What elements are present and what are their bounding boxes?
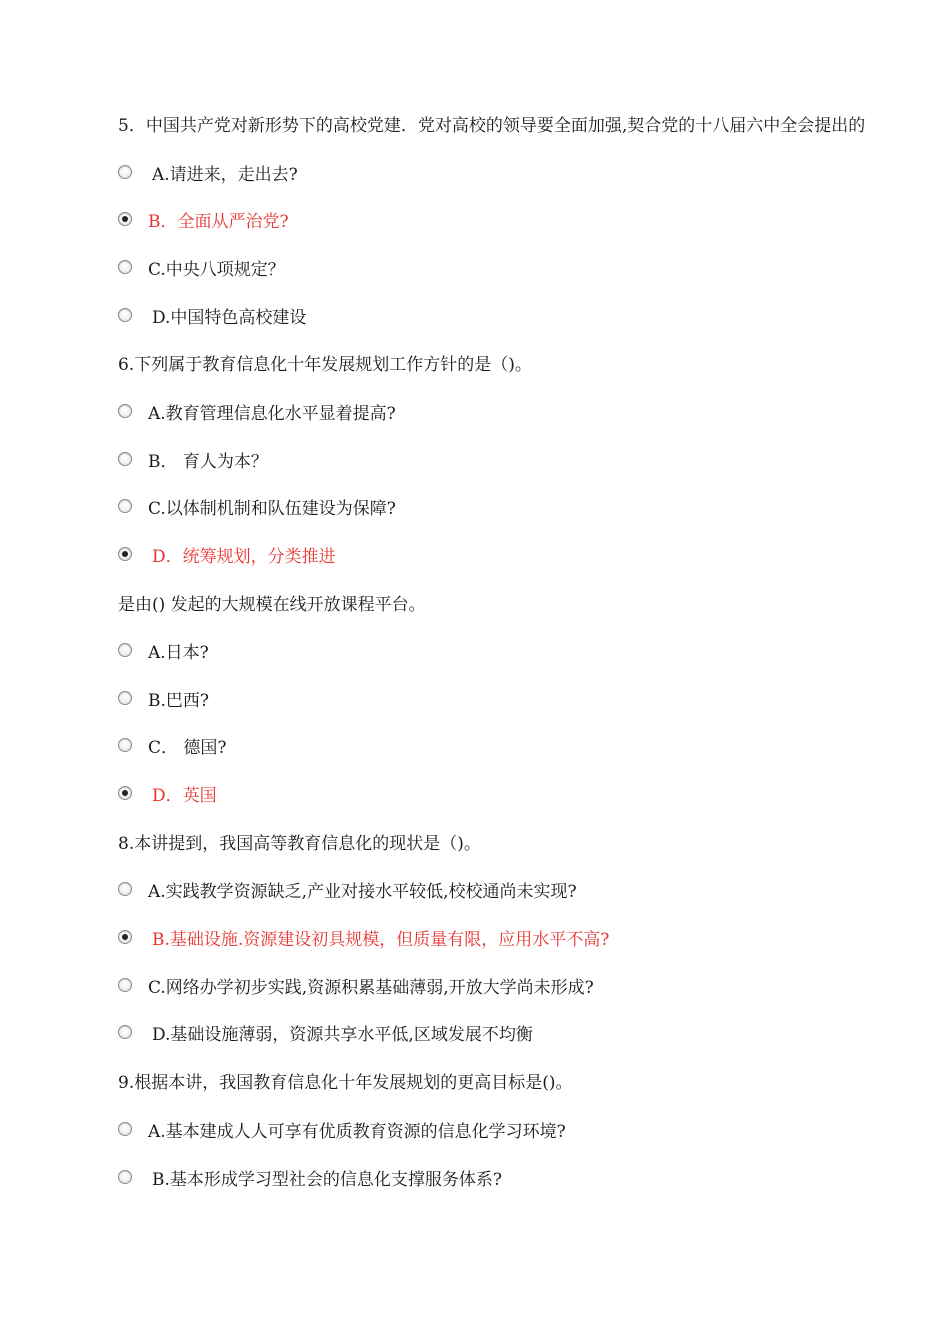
option-label: C.网络办学初步实践,资源积累基础薄弱,开放大学尚未形成? <box>148 978 594 998</box>
option-label: C.以体制机制和队伍建设为保障? <box>148 499 396 519</box>
question-9-text: 9.根据本讲，我国教育信息化十年发展规划的更高目标是()。 <box>118 1073 573 1093</box>
radio-button-icon[interactable] <box>118 260 132 274</box>
option-8d[interactable] <box>118 1024 918 1050</box>
option-label: A.基本建成人人可享有优质教育资源的信息化学习环境? <box>148 1122 566 1142</box>
option-label: A.实践教学资源缺乏,产业对接水平较低,校校通尚未实现? <box>148 882 577 902</box>
radio-button-checked-icon[interactable] <box>118 212 132 226</box>
radio-button-icon[interactable] <box>118 1170 132 1184</box>
option-5d[interactable] <box>118 307 918 333</box>
radio-button-icon[interactable] <box>118 882 132 896</box>
option-label: A.教育管理信息化水平显着提高? <box>148 404 396 424</box>
option-6a[interactable] <box>118 403 918 429</box>
radio-button-icon[interactable] <box>118 165 132 179</box>
option-label: B.巴西? <box>148 691 210 711</box>
option-6d[interactable] <box>118 546 918 572</box>
option-9b[interactable] <box>118 1169 918 1195</box>
radio-button-icon[interactable] <box>118 738 132 752</box>
option-7b[interactable] <box>118 690 918 716</box>
question-5-text: 5．中国共产党对新形势下的高校党建．党对高校的领导要全面加强,契合党的十八届六中全会提出的 <box>118 116 866 136</box>
radio-button-icon[interactable] <box>118 1122 132 1136</box>
option-label: D．统筹规划，分类推进 <box>152 547 336 567</box>
option-5b[interactable] <box>118 211 918 237</box>
option-label: B．全面从严治党? <box>148 212 289 232</box>
radio-button-icon[interactable] <box>118 643 132 657</box>
option-9a[interactable] <box>118 1121 918 1147</box>
radio-button-icon[interactable] <box>118 1025 132 1039</box>
option-label: A.请进来，走出去? <box>152 165 298 185</box>
option-label: B． 育人为本？ <box>148 452 268 472</box>
option-8c[interactable] <box>118 977 918 1003</box>
option-6b[interactable] <box>118 451 918 477</box>
radio-button-icon[interactable] <box>118 452 132 466</box>
radio-button-checked-icon[interactable] <box>118 930 132 944</box>
question-6-text: 6.下列属于教育信息化十年发展规划工作方针的是（)。 <box>118 355 532 375</box>
question-8-text: 8.本讲提到，我国高等教育信息化的现状是（)。 <box>118 834 481 854</box>
option-8a[interactable] <box>118 881 918 907</box>
option-label: D.基础设施薄弱，资源共享水平低,区域发展不均衡 <box>152 1025 533 1045</box>
radio-button-checked-icon[interactable] <box>118 547 132 561</box>
option-label: A.日本? <box>148 643 209 663</box>
radio-button-icon[interactable] <box>118 404 132 418</box>
option-8b[interactable] <box>118 929 918 955</box>
option-label: B.基本形成学习型社会的信息化支撑服务体系? <box>152 1170 503 1190</box>
option-label: B.基础设施.资源建设初具规模，但质量有限，应用水平不高? <box>152 930 610 950</box>
option-label: D.中国特色高校建设 <box>152 308 307 328</box>
option-7a[interactable] <box>118 642 918 668</box>
option-5a[interactable] <box>118 164 918 190</box>
option-6c[interactable] <box>118 498 918 524</box>
question-7-text: 是由() 发起的大规模在线开放课程平台。 <box>118 595 426 615</box>
radio-button-icon[interactable] <box>118 308 132 322</box>
option-7d[interactable] <box>118 785 918 811</box>
option-label: C． 德国? <box>148 738 227 758</box>
option-label: D．英国 <box>152 786 217 806</box>
radio-button-icon[interactable] <box>118 499 132 513</box>
radio-button-checked-icon[interactable] <box>118 786 132 800</box>
option-label: C.中央八项规定？ <box>148 260 285 280</box>
option-7c[interactable] <box>118 737 918 763</box>
radio-button-icon[interactable] <box>118 691 132 705</box>
option-5c[interactable] <box>118 259 918 285</box>
radio-button-icon[interactable] <box>118 978 132 992</box>
